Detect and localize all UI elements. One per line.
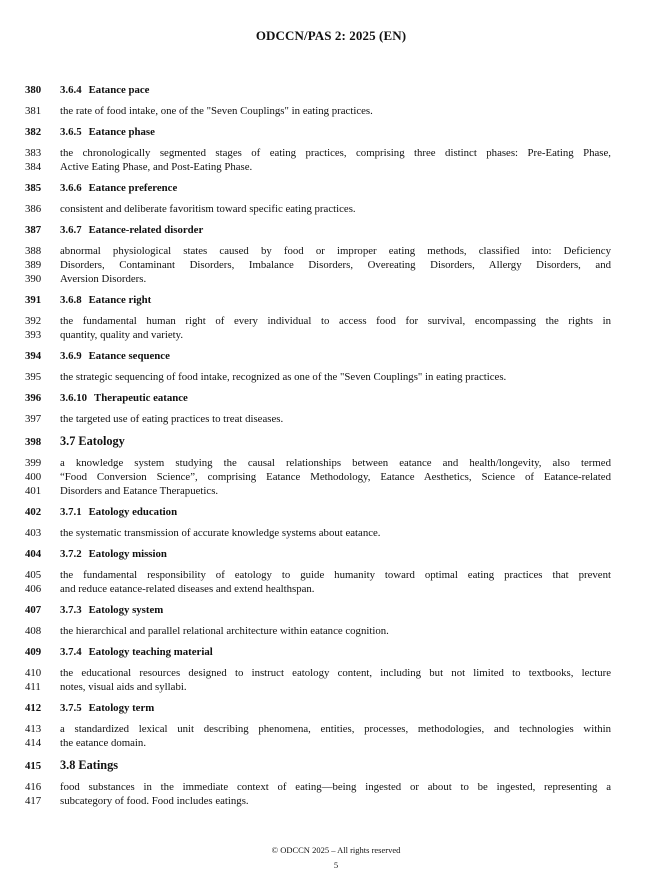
section-heading xyxy=(25,505,647,519)
line-number: 391 xyxy=(25,294,42,306)
text-line xyxy=(25,722,647,736)
line-text: the rate of food intake, one of the "Seven Couplings" in eating practices. xyxy=(60,105,373,117)
line-number: 392 xyxy=(25,315,42,327)
definition-paragraph xyxy=(25,624,647,638)
text-line xyxy=(25,470,647,484)
line-text: “Food Conversion Science”, comprising Eatance Methodology, Eatance Aesthetics, Science of Eatance-related xyxy=(60,471,611,483)
section-number: 3.7.4 xyxy=(60,646,82,658)
line-number: 406 xyxy=(25,583,42,595)
line-number: 414 xyxy=(25,737,42,749)
page-footer xyxy=(0,845,672,871)
section-heading xyxy=(25,293,647,307)
text-line xyxy=(25,314,647,328)
section-heading xyxy=(25,223,647,237)
section-heading xyxy=(25,701,647,715)
section-title: Eatings xyxy=(78,758,119,772)
definition-paragraph xyxy=(25,526,647,540)
section-heading-text xyxy=(60,349,611,363)
text-line xyxy=(25,244,647,258)
section-heading-text xyxy=(60,603,611,617)
line-text: Disorders and Eatance Therapuetics. xyxy=(60,485,219,497)
line-number: 389 xyxy=(25,259,42,271)
line-number: 408 xyxy=(25,625,42,637)
section-heading-text xyxy=(60,505,611,519)
definition-paragraph xyxy=(25,314,647,342)
line-text: the fundamental human right of every individual to access food for survival, encompassing the rights in xyxy=(60,315,611,327)
line-number: 405 xyxy=(25,569,42,581)
line-number: 409 xyxy=(25,646,42,658)
section-title: Eatology education xyxy=(88,506,178,518)
section-title: Eatance preference xyxy=(88,182,178,194)
definitions-content xyxy=(25,83,647,808)
definition-paragraph xyxy=(25,202,647,216)
line-number: 385 xyxy=(25,182,42,194)
section-title: Eatology teaching material xyxy=(88,646,213,658)
line-text: Aversion Disorders. xyxy=(60,273,147,285)
text-line xyxy=(25,736,647,750)
definition-paragraph xyxy=(25,146,647,174)
line-text: the educational resources designed to instruct eatology content, including but not limited to textbooks, lecture xyxy=(60,667,611,679)
definition-paragraph xyxy=(25,244,647,286)
section-heading-text xyxy=(60,433,611,449)
text-line xyxy=(25,412,647,426)
definition-paragraph xyxy=(25,568,647,596)
section-number: 3.6.4 xyxy=(60,84,82,96)
section-number: 3.7 xyxy=(60,434,76,448)
section-heading-text xyxy=(60,83,611,97)
copyright-notice: © ODCCN 2025 – All rights reserved xyxy=(271,845,401,855)
section-title: Eatology system xyxy=(88,604,164,616)
section-heading xyxy=(25,125,647,139)
text-line xyxy=(25,484,647,498)
section-number: 3.6.10 xyxy=(60,392,87,404)
line-text: a knowledge system studying the causal relationships between eatance and health/longevity, also termed xyxy=(60,457,611,469)
definition-paragraph xyxy=(25,722,647,750)
text-line xyxy=(25,160,647,174)
text-line xyxy=(25,202,647,216)
line-number: 396 xyxy=(25,392,42,404)
section-title: Eatance right xyxy=(88,294,152,306)
text-line xyxy=(25,666,647,680)
section-heading-text xyxy=(60,701,611,715)
page-number: 5 xyxy=(333,860,339,870)
text-line xyxy=(25,328,647,342)
text-line xyxy=(25,794,647,808)
text-line xyxy=(25,526,647,540)
section-heading xyxy=(25,547,647,561)
line-text: consistent and deliberate favoritism toward specific eating practices. xyxy=(60,203,356,215)
section-heading xyxy=(25,757,647,773)
definition-paragraph xyxy=(25,370,647,384)
definition-paragraph xyxy=(25,666,647,694)
section-number: 3.7.2 xyxy=(60,548,82,560)
line-text: food substances in the immediate context of eating—being ingested or about to be ingested, representing a xyxy=(60,781,611,793)
text-line xyxy=(25,568,647,582)
line-number: 401 xyxy=(25,485,42,497)
text-line xyxy=(25,146,647,160)
line-number: 390 xyxy=(25,273,42,285)
definition-paragraph xyxy=(25,412,647,426)
section-heading xyxy=(25,645,647,659)
line-number: 402 xyxy=(25,506,42,518)
line-number: 394 xyxy=(25,350,42,362)
section-title: Eatance phase xyxy=(88,126,155,138)
section-title: Eatance-related disorder xyxy=(88,224,204,236)
section-heading xyxy=(25,83,647,97)
line-text: the eatance domain. xyxy=(60,737,147,749)
line-number: 382 xyxy=(25,126,42,138)
line-number: 400 xyxy=(25,471,42,483)
line-number: 417 xyxy=(25,795,42,807)
section-heading xyxy=(25,391,647,405)
section-number: 3.7.3 xyxy=(60,604,82,616)
section-number: 3.6.9 xyxy=(60,350,82,362)
line-text: the chronologically segmented stages of eating practices, comprising three distinct phases: Pre-Eating Phase, xyxy=(60,147,611,159)
section-title: Therapeutic eatance xyxy=(94,392,188,404)
line-number: 413 xyxy=(25,723,42,735)
section-heading xyxy=(25,181,647,195)
line-number: 395 xyxy=(25,371,42,383)
text-line xyxy=(25,624,647,638)
section-heading-text xyxy=(60,391,611,405)
text-line xyxy=(25,582,647,596)
line-number: 383 xyxy=(25,147,42,159)
section-number: 3.6.8 xyxy=(60,294,82,306)
line-text: quantity, quality and variety. xyxy=(60,329,184,341)
definition-paragraph xyxy=(25,456,647,498)
text-line xyxy=(25,456,647,470)
line-number: 407 xyxy=(25,604,42,616)
line-text: the fundamental responsibility of eatology to guide humanity toward optimal eating practices that prevent xyxy=(60,569,611,581)
section-title: Eatology xyxy=(78,434,125,448)
line-text: subcategory of food. Food includes eatings. xyxy=(60,795,249,807)
line-number: 388 xyxy=(25,245,42,257)
line-text: a standardized lexical unit describing phenomena, entities, processes, methodologies, and technologies within xyxy=(60,723,611,735)
definition-paragraph xyxy=(25,104,647,118)
line-number: 381 xyxy=(25,105,42,117)
line-number: 398 xyxy=(25,436,42,448)
section-heading xyxy=(25,433,647,449)
line-text: Disorders, Contaminant Disorders, Imbalance Disorders, Overeating Disorders, Allergy Disorders, and xyxy=(60,259,611,271)
line-number: 380 xyxy=(25,84,42,96)
section-heading-text xyxy=(60,181,611,195)
section-heading-text xyxy=(60,547,611,561)
line-number: 384 xyxy=(25,161,42,173)
line-text: the strategic sequencing of food intake, recognized as one of the "Seven Couplings" in eating practices. xyxy=(60,371,507,383)
text-line xyxy=(25,272,647,286)
line-number: 387 xyxy=(25,224,42,236)
section-number: 3.6.5 xyxy=(60,126,82,138)
line-text: the systematic transmission of accurate knowledge systems about eatance. xyxy=(60,527,381,539)
section-heading-text xyxy=(60,757,611,773)
section-heading xyxy=(25,603,647,617)
section-heading-text xyxy=(60,223,611,237)
section-heading-text xyxy=(60,125,611,139)
document-header-title: ODCCN/PAS 2: 2025 (EN) xyxy=(255,28,407,43)
section-heading-text xyxy=(60,645,611,659)
line-text: the hierarchical and parallel relational architecture within eatance cognition. xyxy=(60,625,389,637)
line-text: and reduce eatance-related diseases and extend healthspan. xyxy=(60,583,315,595)
line-text: notes, visual aids and syllabi. xyxy=(60,681,187,693)
section-number: 3.6.6 xyxy=(60,182,82,194)
line-number: 397 xyxy=(25,413,42,425)
section-number: 3.7.1 xyxy=(60,506,82,518)
section-title: Eatance sequence xyxy=(88,350,170,362)
line-number: 411 xyxy=(25,681,41,693)
line-number: 403 xyxy=(25,527,42,539)
line-text: abnormal physiological states caused by food or improper eating methods, classified into: Deficiency xyxy=(60,245,611,257)
line-number: 393 xyxy=(25,329,42,341)
section-title: Eatology term xyxy=(88,702,155,714)
section-heading-text xyxy=(60,293,611,307)
section-title: Eatance pace xyxy=(88,84,150,96)
text-line xyxy=(25,680,647,694)
line-number: 404 xyxy=(25,548,42,560)
section-number: 3.7.5 xyxy=(60,702,82,714)
text-line xyxy=(25,780,647,794)
text-line xyxy=(25,258,647,272)
section-number: 3.6.7 xyxy=(60,224,82,236)
definition-paragraph xyxy=(25,780,647,808)
line-number: 386 xyxy=(25,203,42,215)
section-title: Eatology mission xyxy=(88,548,167,560)
line-text: the targeted use of eating practices to treat diseases. xyxy=(60,413,284,425)
section-heading xyxy=(25,349,647,363)
section-number: 3.8 xyxy=(60,758,76,772)
text-line xyxy=(25,104,647,118)
line-number: 399 xyxy=(25,457,42,469)
line-number: 412 xyxy=(25,702,42,714)
text-line xyxy=(25,370,647,384)
line-number: 410 xyxy=(25,667,42,679)
line-number: 416 xyxy=(25,781,42,793)
line-text: Active Eating Phase, and Post-Eating Phase. xyxy=(60,161,253,173)
line-number: 415 xyxy=(25,760,42,772)
